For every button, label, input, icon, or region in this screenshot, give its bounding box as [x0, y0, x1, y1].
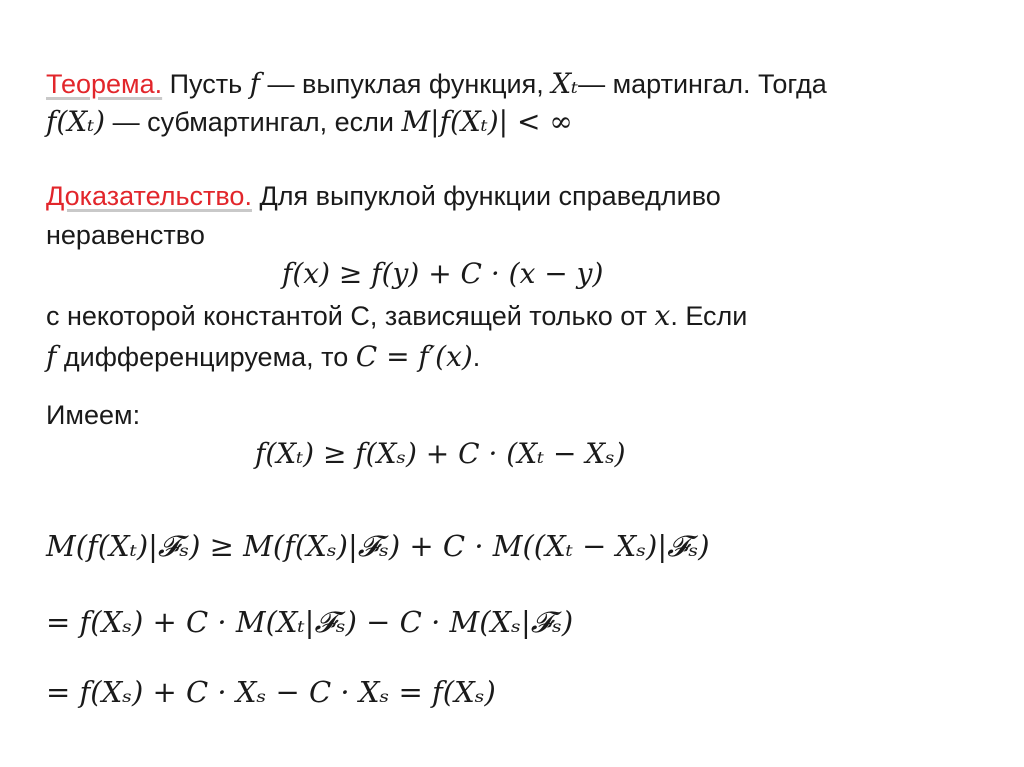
proof-math-x: x — [654, 299, 671, 332]
theorem-text-d: — субмартингал, если — [105, 107, 402, 137]
theorem-math-xt: Xₜ — [551, 67, 579, 100]
theorem-line-2 — [46, 106, 573, 138]
theorem-math-condition: M|f(Xₜ)| < ∞ — [401, 105, 573, 138]
theorem-text-b: — выпуклая функция, — [260, 69, 552, 99]
formula-inequality: f(Xₜ) ≥ f(Xₛ) + C · (Xₜ − Xₛ) — [255, 437, 626, 470]
proof-have: Имеем: — [46, 400, 141, 430]
proof-text-2: неравенство — [46, 220, 205, 250]
theorem-label: Теорема. — [46, 69, 163, 99]
proof-text-4a: дифференцируема, то — [56, 342, 356, 372]
proof-line-4 — [46, 341, 480, 373]
proof-line-2 — [46, 219, 205, 251]
proof-line-5 — [46, 399, 140, 431]
proof-line-1 — [46, 180, 721, 212]
theorem-line-1 — [46, 68, 827, 100]
proof-line-3 — [46, 300, 747, 332]
proof-text-4b: . — [472, 342, 481, 372]
proof-text-3a: с некоторой константой С, зависящей только от — [46, 301, 655, 331]
proof-text-1: Для выпуклой функции справедливо — [251, 181, 721, 211]
theorem-math-f: f — [249, 67, 261, 100]
formula-conditional-expectation: M(f(Xₜ)|𝓕ₛ) ≥ M(f(Xₛ)|𝓕ₛ) + C · M((Xₜ − Xₛ)|𝓕ₛ) — [46, 529, 710, 563]
formula-step-3: = f(Xₛ) + C · Xₛ − C · Xₛ = f(Xₛ) — [46, 675, 496, 709]
formula-convexity: f(x) ≥ f(y) + C · (x − y) — [282, 257, 604, 290]
proof-label: Доказательство. — [46, 181, 252, 211]
theorem-text-c: — мартингал. Тогда — [578, 69, 827, 99]
theorem-math-fxt: f(Xₜ) — [46, 105, 106, 138]
proof-math-f2: f — [46, 340, 57, 373]
theorem-text-a: Пусть — [162, 69, 250, 99]
proof-text-3b: . Если — [670, 301, 748, 331]
formula-step-2: = f(Xₛ) + C · M(Xₜ|𝓕ₛ) − C · M(Xₛ|𝓕ₛ) — [46, 605, 574, 639]
proof-math-derivative: C = f′(x) — [355, 340, 473, 373]
